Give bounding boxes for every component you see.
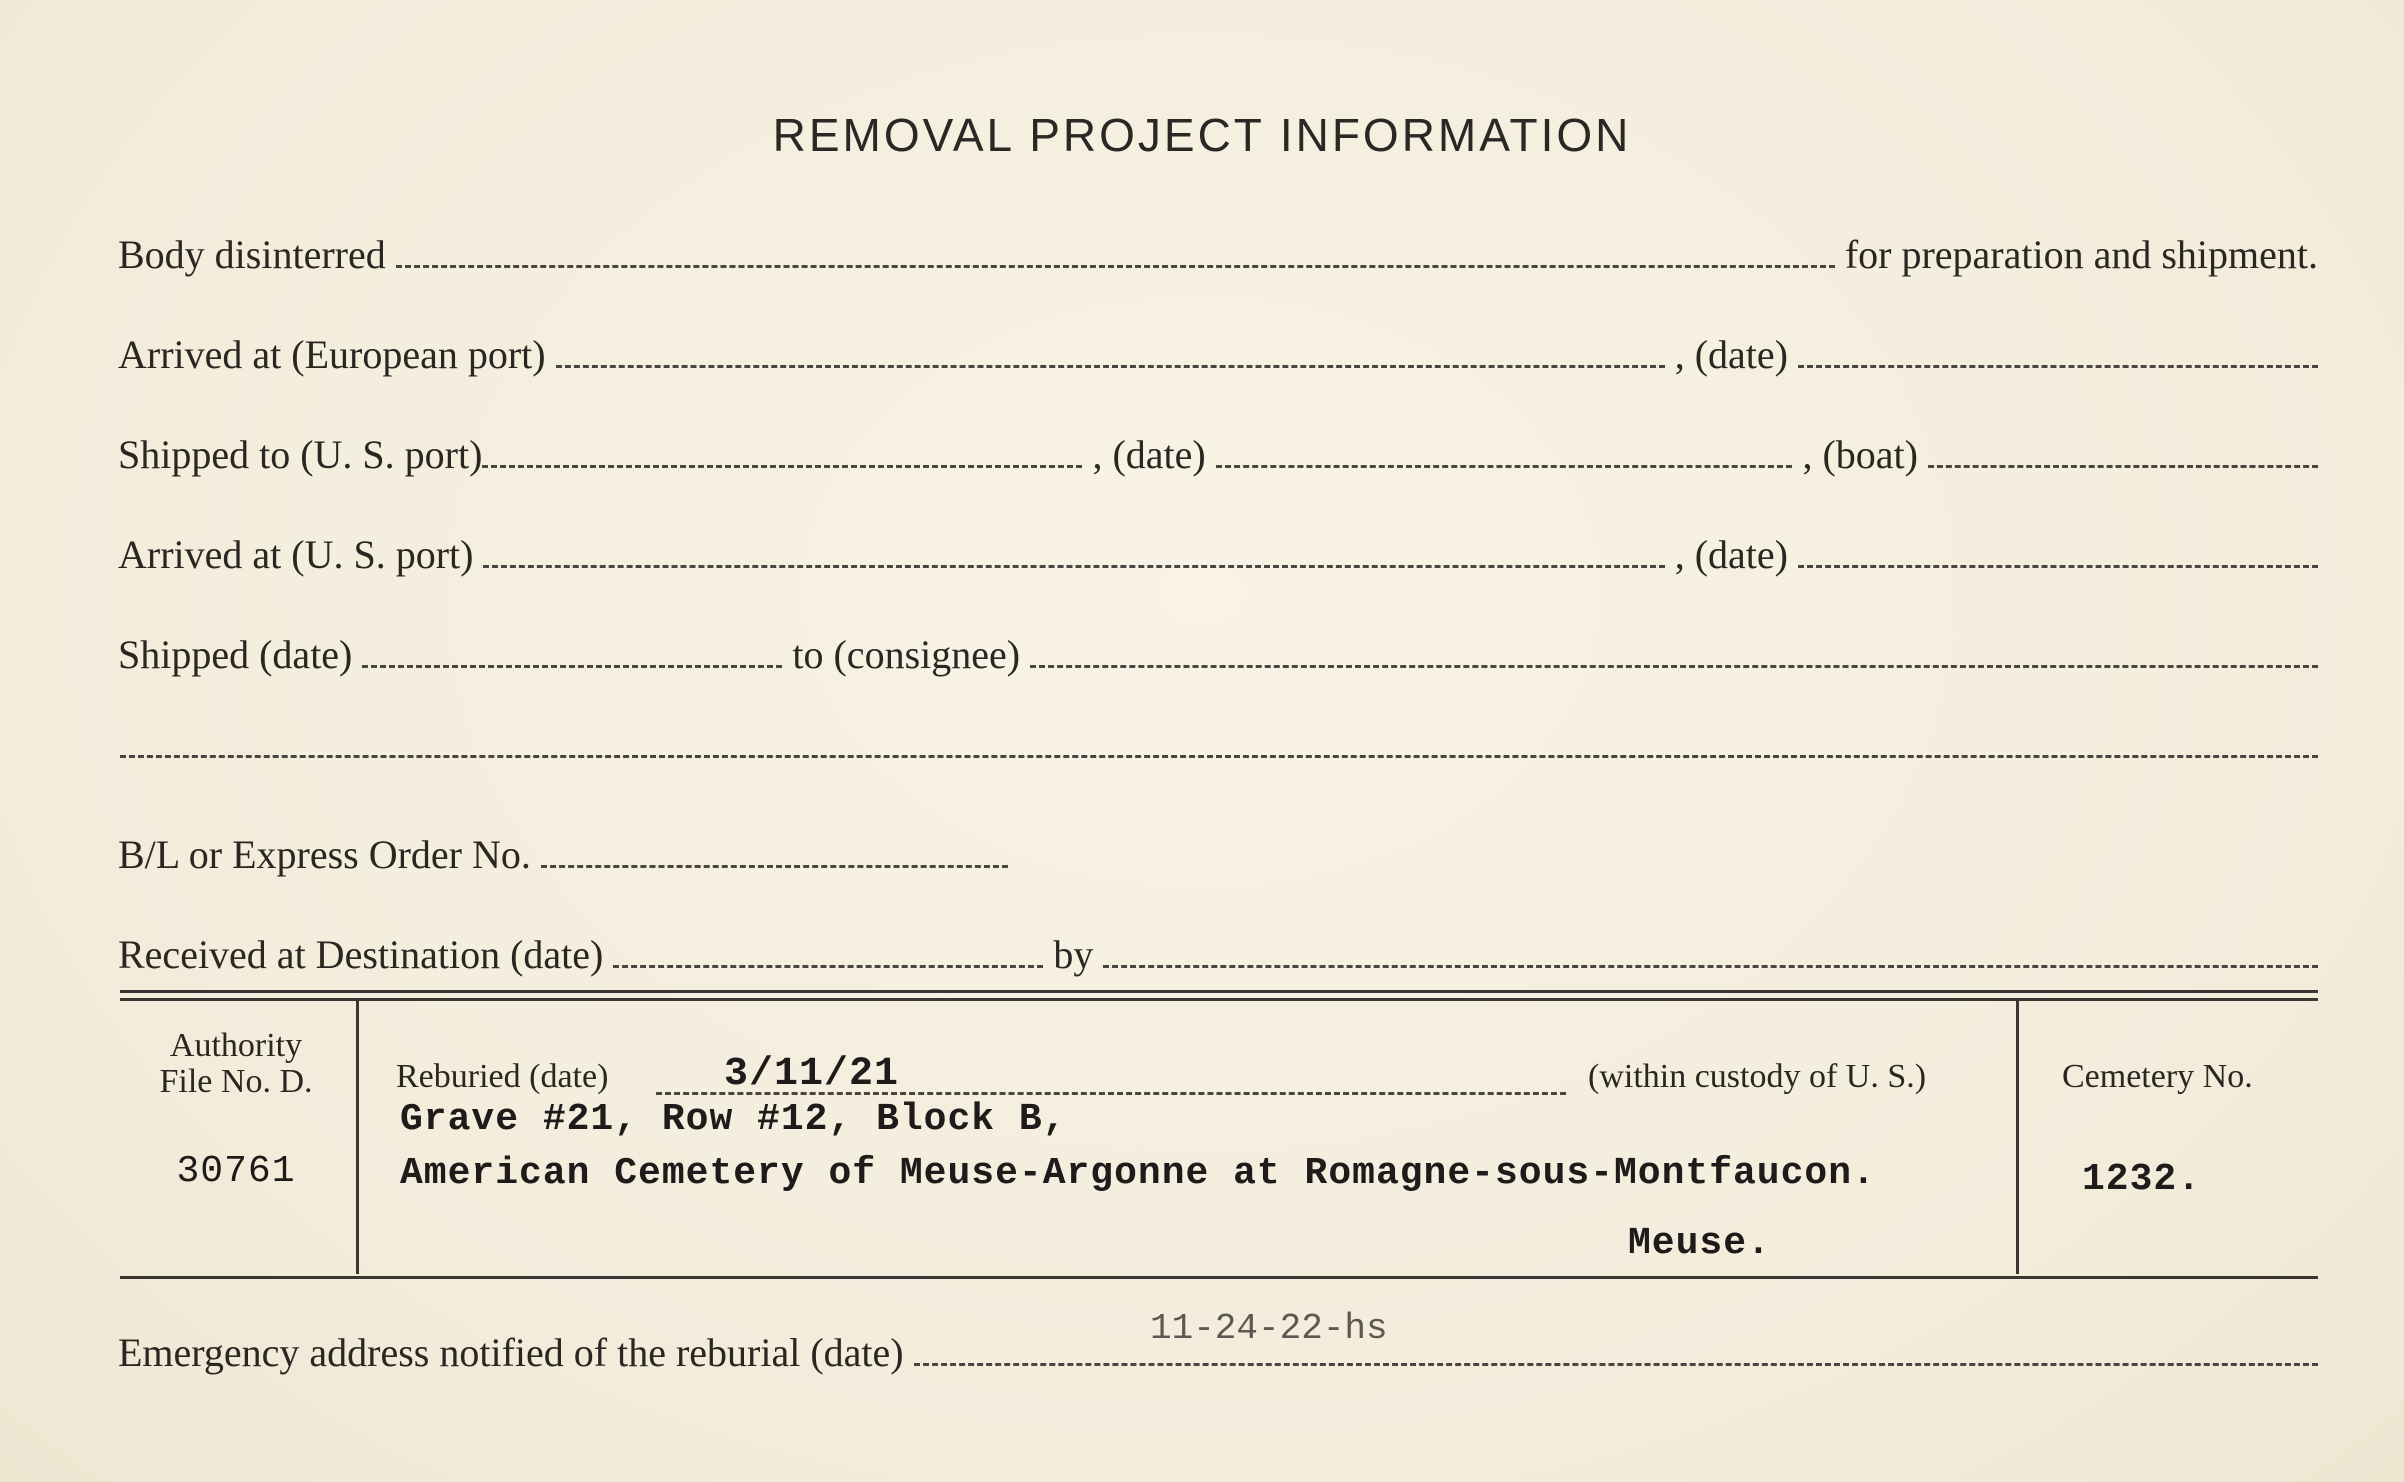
cemetery-number: 1232.: [2082, 1158, 2202, 1201]
authority-label-line1: Authority: [169, 1027, 303, 1064]
table-top-rule-2: [120, 998, 2318, 1001]
shipped-date-row: [118, 618, 2318, 678]
arrived-us-port-field[interactable]: [483, 565, 1664, 568]
consignee-field[interactable]: [1030, 665, 2318, 668]
shipped-date-label: Shipped (date): [118, 632, 353, 677]
emergency-date-value: 11-24-22-hs: [1150, 1308, 1388, 1349]
title-text: REMOVAL PROJECT INFORMATION: [772, 109, 1632, 161]
us-port-field[interactable]: [482, 465, 1082, 468]
received-by-field[interactable]: [1103, 965, 2318, 968]
authority-label: [120, 1028, 352, 1100]
date-label: , (date): [1674, 332, 1788, 377]
cemetery-number-label: Cemetery No.: [2062, 1058, 2253, 1095]
body-suffix-label: for preparation and shipment.: [1844, 232, 2318, 277]
reburied-date: 3/11/21: [724, 1052, 900, 1097]
consignee-continuation-row: [118, 708, 2318, 768]
european-date-field[interactable]: [1798, 365, 2318, 368]
table-bottom-rule: [120, 1276, 2318, 1279]
received-destination-label: Received at Destination (date): [118, 932, 604, 977]
arrived-us-label: Arrived at (U. S. port): [118, 532, 474, 577]
shipped-to-us-label: Shipped to (U. S. port): [118, 432, 483, 477]
body-disinterred-row: [118, 218, 2318, 278]
page-title: [0, 108, 2404, 162]
date-label: , (date): [1674, 532, 1788, 577]
emergency-label: Emergency address notified of the reburial (date): [118, 1330, 904, 1375]
boat-label: , (boat): [1802, 432, 1918, 477]
table-divider-right: [2016, 1000, 2019, 1274]
authority-label-line2: File No. D.: [159, 1063, 313, 1100]
arrived-us-date-field[interactable]: [1798, 565, 2318, 568]
bl-order-row: [118, 818, 1018, 878]
reburial-cemetery-line: American Cemetery of Meuse-Argonne at Romagne-sous-Montfaucon.: [400, 1152, 1876, 1195]
arrived-us-row: [118, 518, 2318, 578]
consignee-label: to (consignee): [792, 632, 1021, 677]
arrived-european-label: Arrived at (European port): [118, 332, 546, 377]
received-destination-row: [118, 918, 2318, 978]
shipped-date-field[interactable]: [362, 665, 782, 668]
ship-date-field[interactable]: [1216, 465, 1793, 468]
reburial-grave-line: Grave #21, Row #12, Block B,: [400, 1098, 1067, 1141]
received-date-field[interactable]: [613, 965, 1043, 968]
table-divider-left: [356, 1000, 359, 1274]
emergency-date-field[interactable]: [914, 1363, 2318, 1366]
by-label: by: [1053, 932, 1094, 977]
reburied-label: Reburied (date): [396, 1058, 609, 1095]
shipped-to-us-row: [118, 418, 2318, 478]
boat-field[interactable]: [1928, 465, 2318, 468]
table-top-rule: [120, 990, 2318, 993]
date-label: , (date): [1092, 432, 1206, 477]
consignee-continuation-field[interactable]: [120, 755, 2318, 758]
bl-order-field[interactable]: [541, 865, 1008, 868]
custody-label: (within custody of U. S.): [1588, 1058, 1927, 1095]
body-disinterred-field[interactable]: [396, 265, 1835, 268]
arrived-european-row: [118, 318, 2318, 378]
reburial-department-line: Meuse.: [1628, 1222, 1771, 1265]
authority-file-number: 30761: [176, 1150, 296, 1193]
european-port-field[interactable]: [556, 365, 1665, 368]
body-disinterred-label: Body disinterred: [118, 232, 386, 277]
bl-order-label: B/L or Express Order No.: [118, 832, 531, 877]
